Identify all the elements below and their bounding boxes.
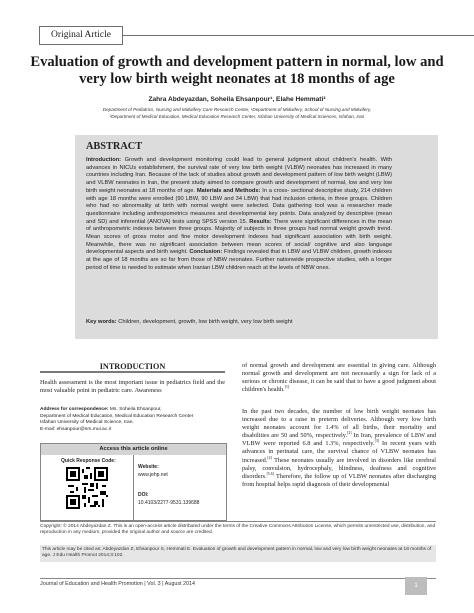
qr-code-icon[interactable] [66, 467, 108, 509]
citation-ref[interactable]: [2] [347, 431, 352, 436]
paper-title: Evaluation of growth and development pattern in normal, low and very low birth weight neonates at 18 months of age [30, 54, 444, 87]
affiliations [20, 107, 454, 121]
abstract-text [86, 157, 392, 273]
citation-ref[interactable]: [4] [267, 455, 272, 460]
access-online-table [40, 443, 227, 521]
copyright-rule [40, 521, 436, 522]
website-label: Website: [138, 464, 159, 470]
intro-paragraph: of normal growth and development are essential in giving care. Although normal growth and development are not necessarily a sign for lack of a serious or chronic disease, it can be said that to have a good judgment about children's health. [242, 362, 436, 394]
keywords [86, 319, 426, 327]
citation-ref[interactable]: [3] [374, 439, 380, 444]
abstract-results-label: Results: [249, 218, 272, 225]
keywords-label: Key words: [86, 319, 117, 325]
abstract-intro-label: Introduction: [86, 157, 122, 163]
citation-box: This article may be cited as: Abdeyazdan Z, Ehsanpour S, Hemmati E. Evaluation of growth and development pattern in normal, low and very low birth weight neonates at 18 months of age. J Edu Health Promot 2014;3:102. [40, 545, 436, 562]
introduction-right-text [242, 362, 436, 394]
journal-footer: Journal of Education and Health Promotion | Vol. 3 | August 2014 [40, 581, 196, 587]
introduction-right-text-2 [242, 408, 436, 489]
section-rule [40, 371, 225, 373]
abstract-conclusion-label: Conclusion: [189, 249, 223, 256]
citation-ref[interactable]: [1] [284, 385, 290, 390]
affiliation-line: ²Department of Medical Education, Medical Education Research Center, Isfahan University of Medical Sciences, Isfahan, Iran [109, 113, 365, 119]
intro-paragraph: In Iran, prevalence of LBW and VLBW were reported 6.8 and 1.3%, respectively. [242, 432, 436, 448]
doi-label: DOI: [138, 492, 149, 498]
correspondence-line: Department of Medical Education, Medical Education Research Center [40, 413, 194, 419]
correspondence-name: Ms. Soheila Ehsanpour, [108, 407, 162, 412]
intro-paragraph: In recent years with advances in perinatal care, the survival chance of VLBW neonates has increased. [242, 440, 436, 464]
abstract-heading: ABSTRACT [86, 141, 143, 152]
abstract-methods-text: In a cross- sectional descriptive study, 214 children with age 18 months were enrolled (90 LBW, 90 LBW and 34 LBW) that had inclusion criteria, in three groups. Children who had no abnormality at birth with normal weight were selected. Data gathering tool was a researcher made questionnaire including anthropometrics measures and developmental key points. Data analyzed by descriptive (mean and SD) and inferential (ANOVA) tests using SPSS version 15. [86, 187, 392, 225]
intro-paragraph: Therefore, the follow up of VLBW neonates after discharging from hospital helps rapid diagnosis of their developmental [242, 472, 436, 488]
introduction-left-text: Health assessment is the most important issue in pediatrics field and the most valuable point in pediatric care. Awareness [40, 379, 225, 395]
citation-ref[interactable]: [5,6] [266, 471, 274, 476]
article-type-label: Original Article [39, 26, 123, 45]
correspondence-label: Address for correspondence: [40, 407, 109, 412]
keywords-text: Children, development, growth, low birth weight, very low birth weight [116, 319, 293, 325]
abstract-results-text: There were significant differences in the mean of anthropometric indexes between three groups. Majority of subjects in three groups had normal weight growth trend. Mean scores of gross motor and fine motor development indexes had significant association with birth weight. Meanwhile, there was no significant association between mean scores of social/ cognitive and also language developmental aspects and birth weight. [86, 218, 392, 256]
doi-link[interactable]: 10.4103/2277-9531.139688 [138, 500, 200, 506]
abstract-methods-label: Materials and Methods: [196, 187, 261, 194]
intro-paragraph: These neonates usually are involved in disorders like cerebral palsy, convulsion, hydrocephaly, blindness, deafness and cognitive disorders. [242, 456, 436, 480]
website-link[interactable]: www.jehp.net [138, 472, 168, 478]
access-table-title: Access this article online [41, 444, 226, 455]
correspondence-block [40, 407, 225, 434]
correspondence-email[interactable]: E-mail: ehsanpour@nm.mui.ac.ir [40, 427, 112, 433]
affiliation-line: Department of Pediatrics, Nursing and Midwifery Care Research Center, ¹Department of Midwifery, School of Nursing and Midwifery, [102, 107, 372, 112]
correspondence-line: Isfahan University of Medical Science, Iran. [40, 420, 134, 426]
page-number: 1 [405, 577, 427, 595]
abstract-intro-text: Growth and development monitoring could lead to general judgment about children's health. With advances in NICUs establishment, the survival rate of very low birth weight (VLBW) neonates has increased in many countries including Iran. Because of the lack of studies about growth and development pattern of low birth weight (LBW) and VLBW neonates in Iran, the present study aimed to compare growth and development of normal, low and very low birth weight neonates at 18 months of age. [86, 157, 392, 194]
author-list: Zahra Abdeyazdan, Soheila Ehsanpour¹, Elahe Hemmati² [148, 96, 326, 103]
abstract-conclusion-text: Findings revealed that in LBW and VLBW children, growth indexes at the age of 18 months are so far from those of NBW neonates. Further nationwide prospective studies, with a longer period of time is needed to estimate when Iranian LBW children reach at the levels of NBW ones. [86, 249, 392, 271]
intro-paragraph: In the past two decades, the number of low birth weight neonates has increased due to a raise in preterm deliveries. Although very low birth weight neonates account for 1.4% of all births, their mortality and disabilities are 50 and 50%, respectively. [242, 408, 436, 440]
table-divider [133, 455, 134, 520]
copyright-notice: Copyright: © 2014 Abdeyazdan Z. This is an open-access article distributed under the terms of the Creative Commons Attribution License, which permits unrestricted use, distribution, and reproduction in any medium, provided the original author and source are credited. [40, 524, 436, 536]
qr-code-label: Quick Response Code: [61, 458, 116, 464]
footer-rule [40, 578, 436, 579]
introduction-heading: INTRODUCTION [99, 362, 166, 371]
